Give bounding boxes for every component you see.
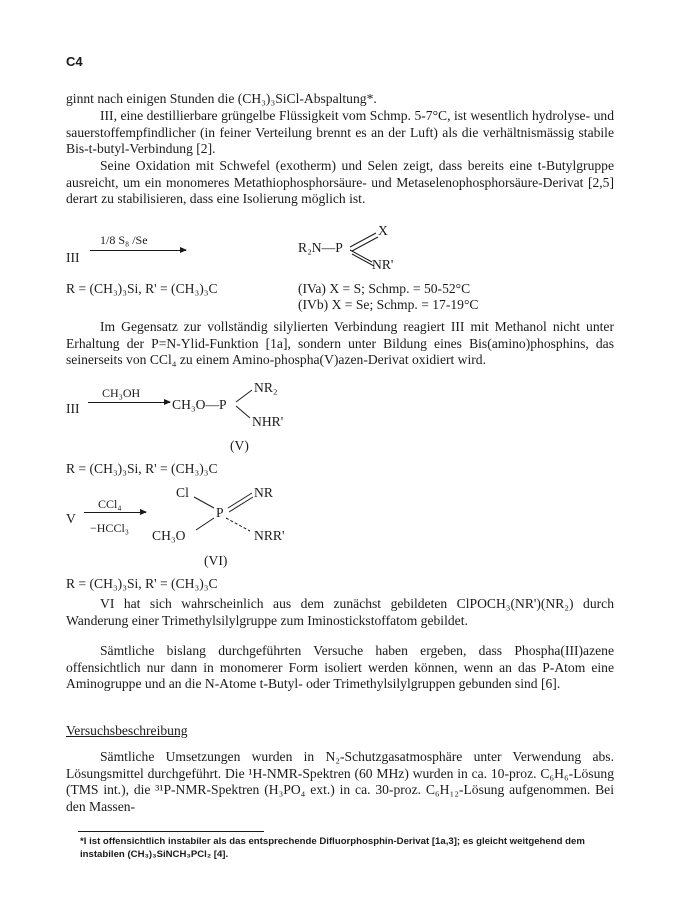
paragraph-7: Sämtliche Umsetzungen wurden in N₂-Schutzgasatmosphäre unter Verwendung abs. Lösungsmittel durchgeführt. Die ¹H-NMR-Spektren (60 MHz) wurden in ca. 10-proz. C₆H₆-Lösung (TMS int.), die ³¹P-NMR-Spektren (H₃PO₄ ext.) in ca. 30-proz. C₆H₁₂-Lösung aufgenommen. Bei den Massen- [66,749,614,814]
scheme3-arrow [84,512,146,513]
scheme3-cl: Cl [176,485,189,500]
scheme1-r-definition: R = (CH₃)₃Si, R' = (CH₃)₃C [66,281,218,296]
paragraph-4: Im Gegensatz zur vollständig silylierten Verbindung reagiert III mit Methanol nicht unter Erhaltung der P=N-Ylid-Funktion [1a], sondern unter Bildung eines Bis(amino)phosphins, das seinerseits von CCl₄ zu einem Amino-phospha(V)azen-Derivat oxidiert wird. [66,319,614,368]
paragraph-6: Sämtliche bislang durchgeführten Versuche haben ergeben, dass Phospha(III)azene offensichtlich nur dann in monomerer Form isoliert werden können, wenn an das P-Atom eine Aminogruppe und an die N-Atome t-Butyl- oder Trimethylsilylgruppen gebunden sind [6]. [66,643,614,692]
paragraph-3: Seine Oxidation mit Schwefel (exotherm) und Selen zeigt, dass bereits eine t-Butylgruppe ausreicht, um ein monomeres Metathiophosphorsäure- und Metaselenophosphorsäure-Derivat [2,5] derart zu stabilisieren, dass eine Isolierung möglich ist. [66,158,614,207]
scheme3-reagent-top: CCl₄ [98,497,122,511]
scheme3-p-atom: P [216,505,224,520]
scheme1-reactant: III [66,250,80,265]
paragraph-2: III, eine destillierbare grüngelbe Flüssigkeit vom Schmp. 5-7°C, ist wesentlich hydrolyse- und sauerstoffempfindlicher (in feiner Verteilung brennt es an der Luft) als die verhältnismässig stabile Bis-t-butyl-Verbindung [2]. [66,108,614,157]
scheme2-reactant: III [66,401,80,416]
paragraph-1: ginnt nach einigen Stunden die (CH₃)₃SiCl-Abspaltung*. [66,91,377,106]
scheme3-nrr: NRR' [254,528,285,543]
scheme1-arrow [90,250,186,251]
scheme3-ch3o: CH₃O [152,528,186,543]
scheme1-product-top: X [378,223,388,238]
footnote-rule [78,831,264,832]
scheme1-product-left: R₂N—P [298,240,343,255]
paragraph-5: VI hat sich wahrscheinlich aus dem zunächst gebildeten ClPOCH₃(NR')(NR₂) durch Wanderung einer Trimethylsilylgruppe zum Iminostickstoffatom gebildet. [66,596,614,628]
scheme1-reagent: 1/8 S₈ /Se [100,233,148,247]
scheme3-nr: NR [254,485,273,500]
scheme2-product-top: NR₂ [254,380,278,395]
scheme2-product-bottom: NHR' [252,414,284,429]
scheme2-product-left: CH₃O—P [172,397,227,412]
footnote: *I ist offensichtlich instabiler als das entsprechende Difluorphosphin-Derivat [1a,3]; es gleicht weitgehend dem instabilen (CH₃)₃SiNCH₃PCl₂ [4]. [80,836,585,860]
scheme2-r-definition: R = (CH₃)₃Si, R' = (CH₃)₃C [66,461,218,476]
scheme1-product-bottom: NR' [372,257,394,272]
scheme2-reagent: CH₃OH [102,386,141,400]
scheme2-label: (V) [230,438,249,453]
scheme3-reactant: V [66,511,76,526]
scheme3-label: (VI) [204,553,228,568]
scheme1-iva: (IVa) X = S; Schmp. = 50-52°C [298,281,471,296]
scheme2-arrow [88,402,170,403]
page-number: C4 [66,54,83,69]
scheme1-ivb: (IVb) X = Se; Schmp. = 17-19°C [298,297,479,312]
scheme3-bonds [0,0,1,1]
scheme3-r-definition: R = (CH₃)₃Si, R' = (CH₃)₃C [66,576,218,591]
section-heading: Versuchsbeschreibung [66,723,188,738]
scheme3-reagent-bottom: −HCCl₃ [90,521,129,535]
